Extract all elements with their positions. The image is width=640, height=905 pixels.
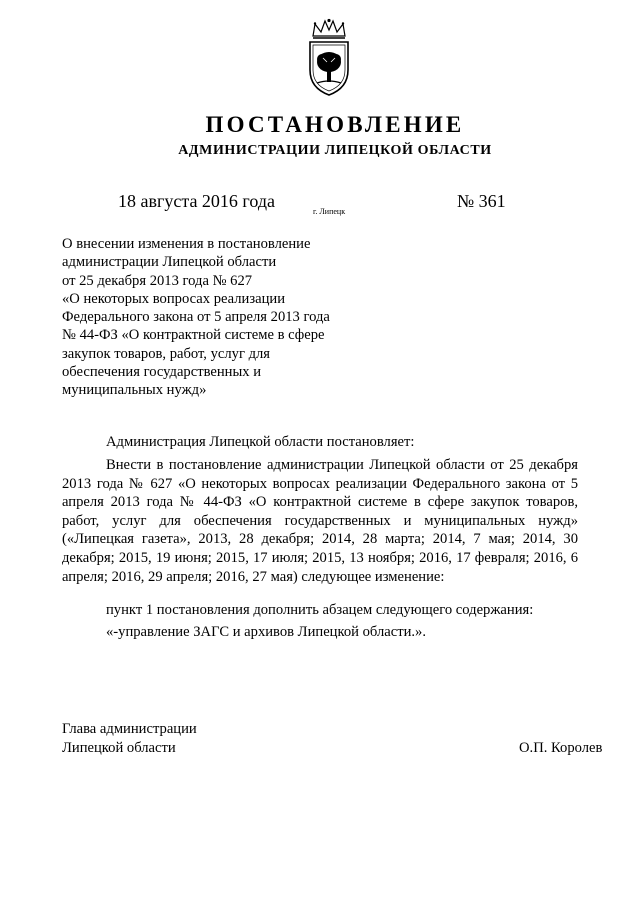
signatory-name: О.П. Королев	[519, 740, 603, 756]
signatory-position-line: Глава администрации	[62, 721, 197, 737]
document-place: г. Липецк	[313, 207, 346, 216]
subject-line: обеспечения государственных и	[62, 364, 262, 381]
subject-line: «О некоторых вопросах реализации	[62, 290, 286, 307]
subject-line: муниципальных нужд»	[62, 382, 207, 399]
subject-line: О внесении изменения в постановление	[62, 236, 311, 252]
document-date: 18 августа 2016 года	[118, 191, 275, 211]
issuing-authority: АДМИНИСТРАЦИИ ЛИПЕЦКОЙ ОБЛАСТИ	[178, 143, 492, 158]
subject-line: Федерального закона от 5 апреля 2013 года	[62, 309, 330, 326]
signatory-position	[62, 720, 197, 758]
preamble-text: Администрация Липецкой области постановляет:	[106, 434, 415, 450]
subject-line: закупок товаров, работ, услуг для	[62, 345, 270, 362]
amendment-clause: пункт 1 постановления дополнить абзацем следующего содержания:	[106, 602, 534, 618]
coat-of-arms-emblem-icon	[303, 18, 355, 98]
subject-line: администрации Липецкой области	[62, 254, 277, 271]
signatory-position-line: Липецкой области	[62, 740, 176, 756]
amendment-insertion: «-управление ЗАГС и архивов Липецкой области.».	[106, 624, 426, 640]
main-paragraph: Внести в постановление администрации Липецкой области от 25 декабря 2013 года № 627 «О некоторых вопросах реализации Федерального закона от 5 апреля 2013 года № 44-ФЗ «О контрактной системе в сфере закупок товаров, работ, услуг для обеспечения государственных и муниципальных нужд» («Липецкая газета», 2013, 28 декабря; 2014, 28 марта; 2014, 7 мая; 2014, 30 декабря; 2015, 19 июня; 2015, 17 июля; 2015, 13 ноября; 2016, 17 февраля; 2016, 6 апреля; 2016, 29 апреля; 2016, 27 мая) следующее изменение:	[62, 457, 578, 585]
document-number: № 361	[457, 191, 506, 211]
subject-line: № 44-ФЗ «О контрактной системе в сфере	[62, 327, 325, 344]
document-subject	[62, 235, 342, 400]
document-title: ПОСТАНОВЛЕНИЕ	[205, 112, 465, 137]
subject-line: от 25 декабря 2013 года № 627	[62, 272, 253, 289]
